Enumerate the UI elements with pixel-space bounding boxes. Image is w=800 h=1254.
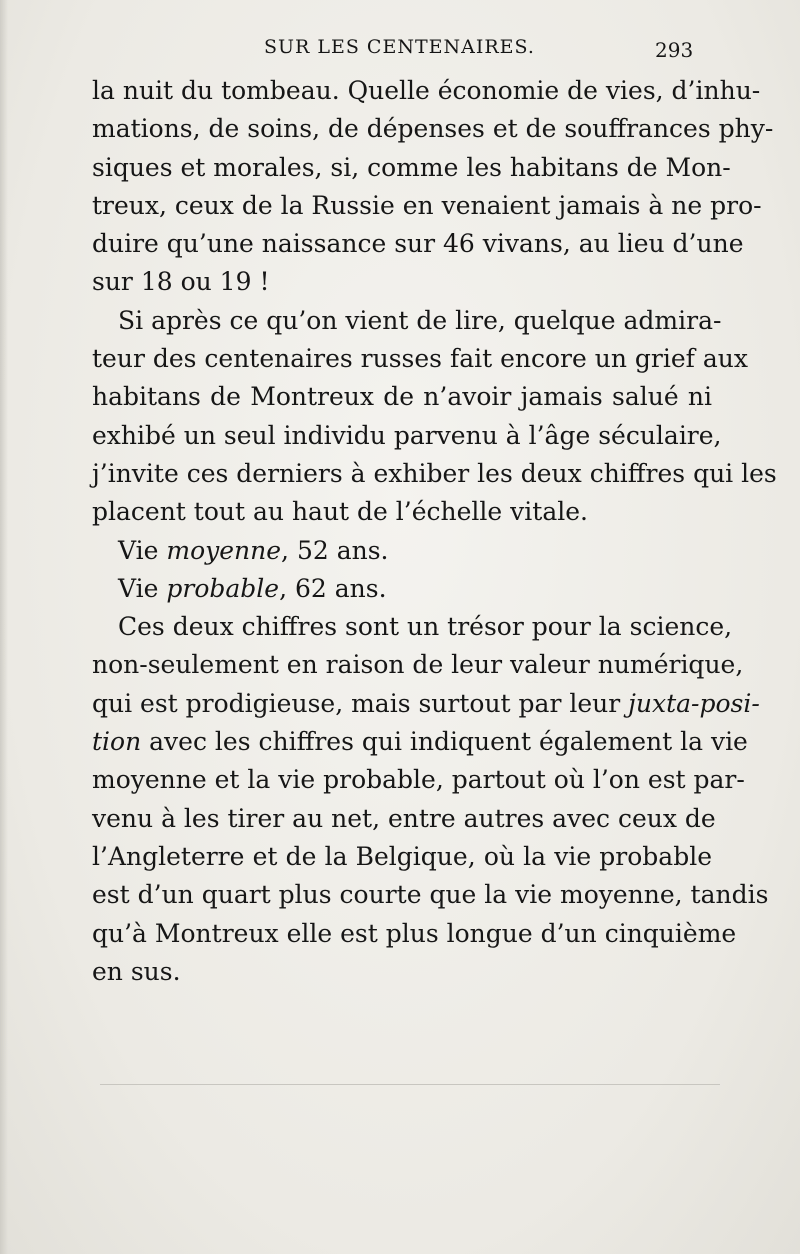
text-line: duire qu’une naissance sur 46 vivans, au lieu d’une	[92, 229, 744, 259]
bleed-through-rule	[100, 1084, 720, 1085]
text-line: treux, ceux de la Russie en venaient jamais à ne pro-	[92, 190, 762, 220]
text-line: Ces deux chiffres sont un trésor pour la science,	[118, 612, 733, 642]
page-header	[0, 30, 800, 70]
paragraph-3	[92, 608, 769, 991]
text-line: teur des centenaires russes fait encore un grief aux	[92, 344, 748, 374]
text-line: la nuit du tombeau. Quelle économie de vies, d’inhu-	[92, 76, 761, 105]
text-line: habitans de Montreux de n’avoir jamais salué ni	[92, 382, 712, 412]
text-line: moyenne et la vie probable, partout où l’on est par-	[92, 765, 745, 795]
text-line: l’Angleterre et de la Belgique, où la vie probable	[92, 841, 712, 871]
text-line: mations, de soins, de dépenses et de souffrances phy-	[92, 114, 774, 144]
text-line	[92, 723, 748, 761]
page-edge-shadow	[0, 0, 8, 1254]
text-line: sur 18 ou 19 !	[92, 267, 270, 297]
vie-probable-line	[92, 570, 712, 608]
paragraph-1	[92, 72, 774, 302]
page-number: 293	[655, 38, 694, 62]
term-moyenne: moyenne	[166, 535, 282, 565]
text-line: non-seulement en raison de leur valeur numérique,	[92, 650, 744, 680]
body-text	[92, 72, 777, 991]
value-probable: , 62 ans.	[279, 573, 387, 603]
value-moyenne: , 52 ans.	[281, 535, 389, 565]
vie-moyenne-line	[92, 532, 712, 570]
text-line: est d’un quart plus courte que la vie moyenne, tandis	[92, 880, 769, 910]
text-line	[92, 685, 760, 723]
text-span: qui est prodigieuse, mais surtout par leur	[92, 688, 629, 718]
italic-term: juxta-posi-	[628, 688, 760, 718]
text-line: en sus.	[92, 956, 181, 986]
text-line: Si après ce qu’on vient de lire, quelque admira-	[118, 305, 722, 335]
text-line: exhibé un seul individu parvenu à l’âge séculaire,	[92, 420, 722, 450]
text-line: placent tout au haut de l’échelle vitale.	[92, 497, 588, 527]
text-line: j’invite ces derniers à exhiber les deux chiffres qui les	[92, 458, 777, 488]
label-vie: Vie	[118, 573, 167, 603]
term-probable: probable	[166, 573, 280, 603]
text-line: qu’à Montreux elle est plus longue d’un cinquième	[92, 918, 737, 948]
text-span: avec les chiffres qui indiquent également la vie	[141, 727, 748, 757]
italic-term: tion	[92, 727, 142, 757]
paragraph-2	[92, 302, 777, 532]
label-vie: Vie	[118, 535, 167, 565]
text-line: siques et morales, si, comme les habitans de Mon-	[92, 152, 731, 182]
running-title: SUR LES CENTENAIRES.	[264, 36, 535, 58]
text-line: venu à les tirer au net, entre autres avec ceux de	[92, 803, 716, 833]
